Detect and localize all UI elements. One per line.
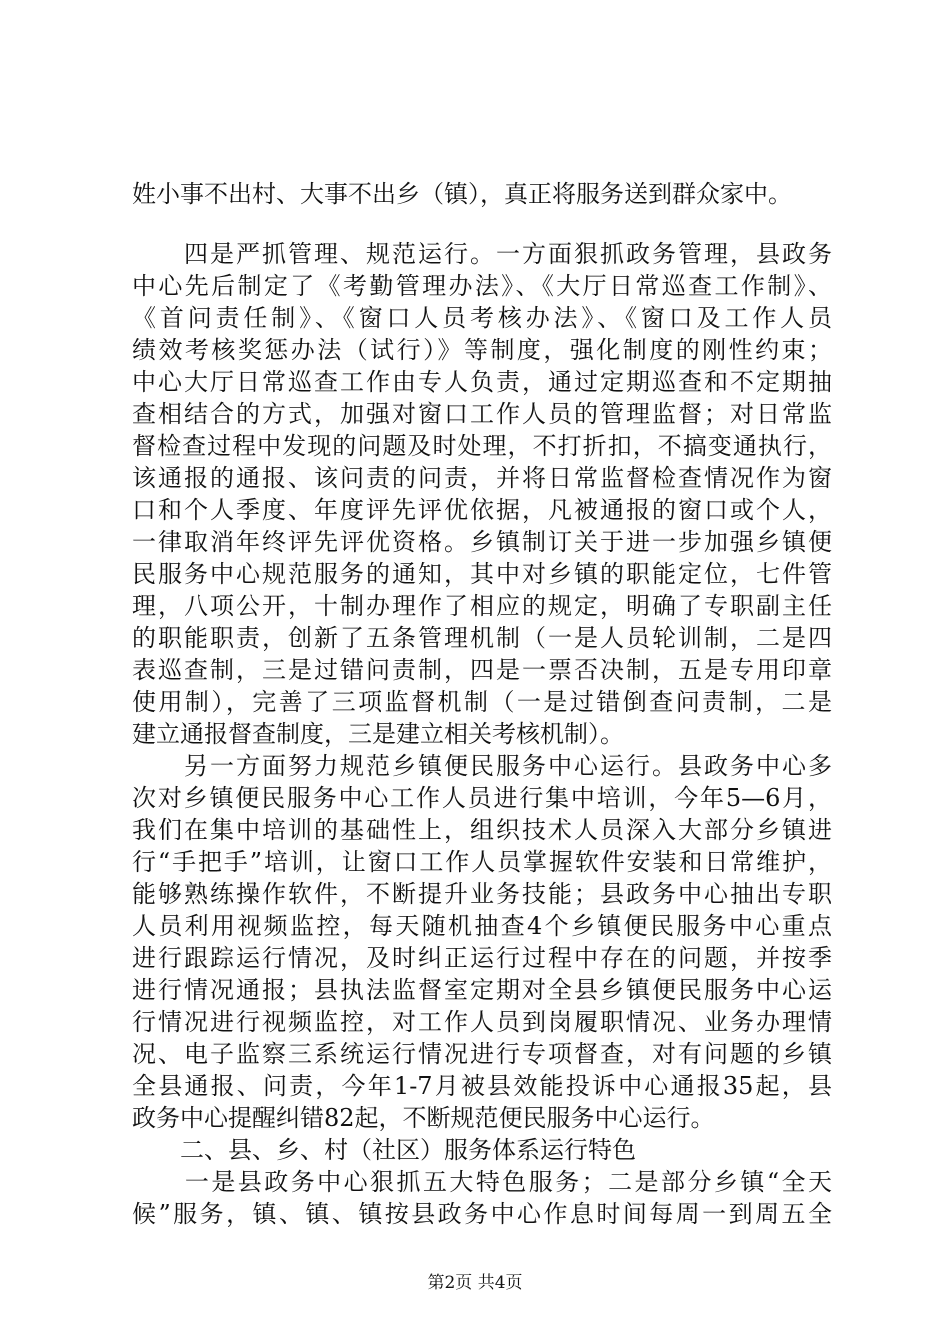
text-line: 一律取消年终评先评优资格。乡镇制订关于进一步加强乡镇便 [132,528,832,556]
text-line: 一是县政务中心狠抓五大特色服务；二是部分乡镇“全天 [132,1168,832,1196]
text-line: 的职能职责，创新了五条管理机制（一是人员轮训制，二是四 [132,624,832,652]
text-line: 建立通报督查制度，三是建立相关考核机制）。 [132,720,624,748]
text-line: 理，八项公开，十制办理作了相应的规定，明确了专职副主任 [132,592,832,620]
page-footer: 第2页 共4页 [427,1273,523,1293]
text-line: 督检查过程中发现的问题及时处理，不打折扣，不搞变通执行， [132,432,832,460]
text-line: 进行情况通报；县执法监督室定期对全县乡镇便民服务中心运 [132,976,832,1004]
text-line: 表巡查制，三是过错问责制，四是一票否决制，五是专用印章 [132,656,832,684]
text-line: 进行跟踪运行情况，及时纠正运行过程中存在的问题，并按季 [132,944,832,972]
text-line: 该通报的通报、该问责的问责，并将日常监督检查情况作为窗 [132,464,832,492]
text-line: 行“手把手”培训，让窗口工作人员掌握软件安装和日常维护， [132,848,832,876]
text-line: 四是严抓管理、规范运行。一方面狠抓政务管理，县政务 [132,240,832,268]
text-line: 全县通报、问责，今年1-7月被县效能投诉中心通报35起，县 [132,1072,832,1100]
text-line: 中心大厅日常巡查工作由专人负责，通过定期巡查和不定期抽 [132,368,832,396]
text-line: 另一方面努力规范乡镇便民服务中心运行。县政务中心多 [132,752,832,780]
text-line: 中心先后制定了《考勤管理办法》、《大厅日常巡查工作制》、 [132,272,832,300]
text-line: 《首问责任制》、《窗口人员考核办法》、《窗口及工作人员 [132,304,832,332]
text-line: 况、电子监察三系统运行情况进行专项督查，对有问题的乡镇 [132,1040,832,1068]
text-line: 人员利用视频监控，每天随机抽查4个乡镇便民服务中心重点 [132,912,832,940]
text-line: 使用制），完善了三项监督机制（一是过错倒查问责制，二是 [132,688,832,716]
text-line: 查相结合的方式，加强对窗口工作人员的管理监督；对日常监 [132,400,832,428]
text-line: 能够熟练操作软件，不断提升业务技能；县政务中心抽出专职 [132,880,832,908]
text-line: 绩效考核奖惩办法（试行）》等制度，强化制度的刚性约束； [132,336,832,364]
text-line: 政务中心提醒纠错82起，不断规范便民服务中心运行。 [132,1104,715,1132]
text-line: 口和个人季度、年度评先评优依据，凡被通报的窗口或个人， [132,496,832,524]
text-line: 民服务中心规范服务的通知，其中对乡镇的职能定位，七件管 [132,560,832,588]
text-line: 姓小事不出村、大事不出乡（镇），真正将服务送到群众家中。 [132,180,792,208]
section-heading: 二、县、乡、村（社区）服务体系运行特色 [132,1136,636,1164]
text-line: 我们在集中培训的基础性上，组织技术人员深入大部分乡镇进 [132,816,832,844]
text-line: 候”服务，镇、镇、镇按县政务中心作息时间每周一到周五全 [132,1200,832,1228]
text-line: 次对乡镇便民服务中心工作人员进行集中培训，今年5—6月， [132,784,832,812]
text-line: 行情况进行视频监控，对工作人员到岗履职情况、业务办理情 [132,1008,832,1036]
